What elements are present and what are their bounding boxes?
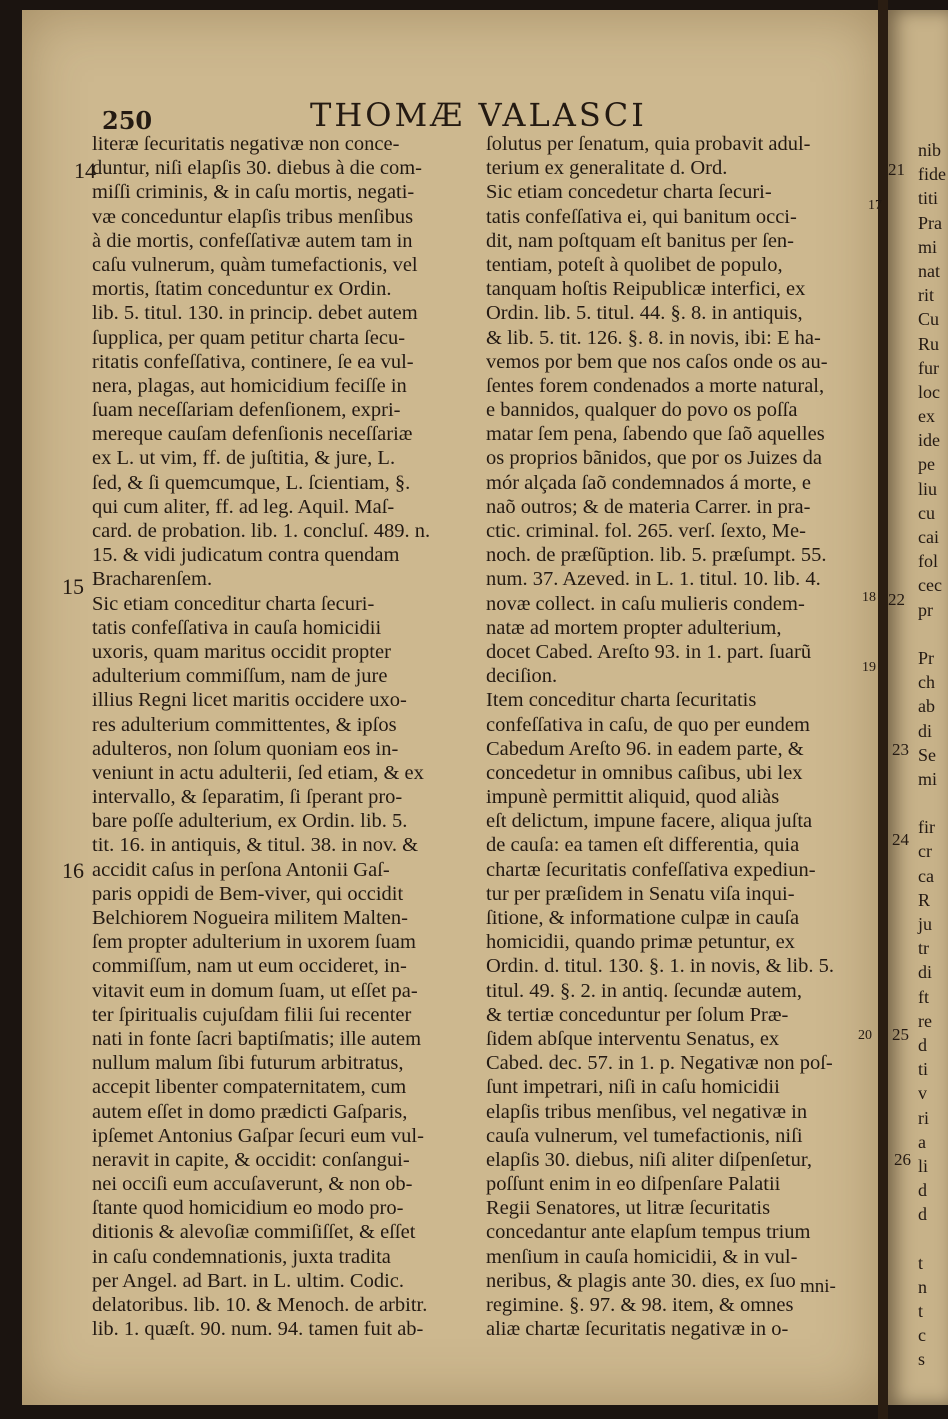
text-line: in caſu condemnationis, juxta tradita [92,1245,391,1268]
text-line [888,791,946,815]
text-line: tur per præſidem in Senatu viſa inqui- [486,882,795,905]
text-line [888,1226,946,1250]
page-number: 250 [102,106,153,135]
text-line: lib. 1. quæſt. 90. num. 94. tamen fuit ab- [92,1318,424,1341]
text-line: homicidii, quando primæ petuntur, ex [486,931,795,954]
text-line: & tertiæ conceduntur per ſolum Præ- [486,1003,789,1026]
text-line: ide [918,430,940,451]
text-line: ſuam neceſſariam defenſionem, expri- [92,399,401,422]
left-text-column [92,132,464,1341]
page-header [0,96,941,136]
text-line: commiſſum, nam ut eum occideret, in- [92,955,407,978]
margin-number: 15 [62,574,84,599]
text-line: card. de probation. lib. 1. concluſ. 489. n. [92,520,431,542]
text-line: 15. & vidi judicatum contra quendam [92,544,400,567]
facing-margin-number: 22 [888,590,905,609]
facing-margin-number: 25 [892,1025,909,1044]
text-line: titi [918,188,939,209]
text-line: rit [918,285,934,306]
right-text-column [486,132,868,1341]
text-line: Pr [918,647,935,668]
text-line: ſitione, & informatione culpæ in cauſa [486,907,800,929]
text-line: neravit in capite, & occidit: conſangui- [92,1148,410,1171]
text-line: illius Regni licet maritis occidere uxo- [92,689,407,712]
text-line: chartæ ſecuritatis confeſſativa expediun- [486,858,816,881]
text-line: tr [918,938,929,959]
text-line: os proprios bãnidos, que por os Juizes da [486,447,822,470]
text-line: v [918,1083,927,1104]
margin-number: 14 [74,158,96,183]
text-line: cr [918,841,932,862]
text-line: s [918,1349,926,1370]
text-line: mortis, ſtatim conceduntur ex Ordin. [92,278,392,301]
text-line: fol [918,551,938,572]
text-line: noch. de præſũption. lib. 5. præſumpt. 55. [486,544,827,567]
text-line: Ordin. d. titul. 130. §. 1. in novis, & lib. 5. [486,955,834,978]
margin-number: 20 [858,1028,872,1043]
facing-margin-number: 21 [888,160,905,179]
text-line: uxoris, quam maritus occidit propter [92,640,391,663]
text-line: deciſion. [486,665,558,688]
catchword: mni- [800,1276,836,1297]
text-line: impunè permittit aliquid, quod aliàs [486,786,780,809]
text-line: concedetur in omnibus caſibus, ubi lex [486,761,803,784]
text-line: & lib. 5. tit. 126. §. 8. in novis, ibi: E ha- [486,326,821,349]
text-line: pr [918,599,933,620]
text-line: literæ ſecuritatis negativæ non conce- [92,133,400,155]
text-line: ſtante quod homicidium eo modo pro- [92,1197,404,1220]
text-line: Ru [918,333,940,354]
text-line: eſt delictum, impune facere, aliqua juſta [486,810,813,833]
text-line: regimine. §. 97. & 98. item, & omnes [486,1294,794,1316]
text-line: fide [918,164,946,185]
text-line: nei occiſi eum accuſaverunt, & non ob- [92,1173,413,1196]
text-line: mi [918,768,938,789]
margin-number: 19 [862,660,876,675]
text-line: Ordin. lib. 5. titul. 44. §. 8. in antiquis, [486,302,803,325]
text-line: ab [918,696,935,717]
text-line: de cauſa: ea tamen eſt differentia, quia [486,834,800,857]
text-line: ſunt impetrari, niſi in caſu homicidii [486,1076,780,1099]
text-line: adulterium commiſſum, nam de jure [92,665,388,688]
text-line: terium ex generalitate d. Ord. [486,157,728,180]
text-line: ch [918,672,935,693]
text-line: accepit libenter compaternitatem, cum [92,1076,407,1099]
text-line: adulteros, non ſolum quoniam eos in- [92,737,399,760]
text-line: t [918,1301,924,1321]
margin-number: 18 [862,590,876,605]
text-line: lib. 5. titul. 130. in princip. debet autem [92,302,418,325]
text-line: Cabedum Areſto 96. in eadem parte, & [486,737,804,760]
text-line: ft [918,986,929,1007]
text-line: aliæ chartæ ſecuritatis negativæ in o- [486,1318,789,1341]
text-line: caſu vulnerum, quàm tumefactionis, vel [92,253,418,276]
text-line: Sic etiam concedetur charta ſecuri- [486,181,772,204]
text-line: novæ collect. in caſu mulieris condem- [486,592,805,615]
text-line: res adulterium committentes, & ipſos [92,713,397,736]
text-line: cauſa vulnerum, vel tumefactionis, niſi [486,1124,803,1147]
text-line: cec [918,575,942,596]
text-line: di [918,962,933,983]
text-line: dit, nam poſtquam eſt banitus per ſen- [486,229,795,252]
text-line: ſolutus per ſenatum, quia probavit adul- [486,133,811,155]
text-line: Bracharenſem. [92,568,213,591]
text-line: ca [918,865,934,886]
text-line: cu [918,502,935,523]
text-line: concedantur ante elapſum tempus trium [486,1221,811,1244]
text-line: ex L. ut vim, ff. de juſtitia, & jure, L. [92,447,396,470]
text-line: poſſunt enim in eo diſpenſare Palatii [486,1173,781,1196]
text-line: d [918,1204,927,1225]
text-line: nera, plagas, aut homicidium feciſſe in [92,374,407,397]
text-line: nullum malum ſibi futurum arbitratus, [92,1052,404,1075]
facing-margin-number: 26 [894,1150,911,1169]
text-line: tanquam hoſtis Reipublicæ interfici, ex [486,278,806,301]
text-line: li [918,1155,929,1176]
text-line: bare poſſe adulterium, ex Ordin. lib. 5. [92,810,408,833]
text-line [888,622,946,646]
text-line: mi [918,236,938,257]
text-line: Item conceditur charta ſecuritatis [486,689,757,712]
text-line: ctic. criminal. fol. 265. verſ. ſexto, Me- [486,520,806,542]
text-line: Regii Senatores, ut litræ ſecuritatis [486,1197,771,1220]
facing-margin-number: 24 [892,830,909,849]
text-line: R [918,889,931,910]
text-line: ritatis confeſſativa, continere, ſe ea vul- [92,350,414,373]
text-line: Pra [918,212,942,233]
text-line: vitavit eum in domum ſuam, ut eſſet pa- [92,979,418,1002]
facing-margin-number: 23 [892,740,909,759]
text-line: ju [918,914,933,934]
text-line: docet Cabed. Areſto 93. in 1. part. ſuarũ [486,640,812,663]
text-line: d [918,1180,927,1201]
text-line: duntur, niſi elapſis 30. diebus à die com- [92,157,422,180]
text-line: autem eſſet in domo prædicti Gaſparis, [92,1100,408,1123]
text-line: di [918,720,933,741]
text-line: ti [918,1059,929,1080]
text-line: neribus, & plagis ante 30. dies, ex ſuo [486,1269,796,1292]
text-line: tatis confeſſativa ei, qui banitum occi- [486,205,797,228]
text-line: c [918,1325,926,1346]
text-line: tit. 16. in antiquis, & titul. 38. in nov. & [92,834,419,857]
text-line: nib [918,140,942,160]
text-line: delatoribus. lib. 10. & Menoch. de arbitr. [92,1294,428,1316]
text-line: a [918,1131,926,1152]
text-line: elapſis 30. diebus, niſi aliter diſpenſetur, [486,1148,812,1171]
text-line: ſentes forem condenados a morte natural, [486,374,825,397]
text-line: num. 37. Azeved. in L. 1. titul. 10. lib. 4. [486,568,821,591]
text-line: nati in fonte ſacri baptiſmatis; ille autem [92,1027,422,1050]
text-line: ſidem abſque interventu Senatus, ex [486,1027,780,1050]
text-line: miſſi criminis, & in caſu mortis, negati- [92,181,415,204]
text-line: loc [918,381,940,402]
text-line: ſupplica, per quam petitur charta ſecu- [92,326,406,349]
text-line: Cabed. dec. 57. in 1. p. Negativæ non poſ- [486,1052,833,1075]
text-line: tatis confeſſativa in cauſa homicidii [92,616,382,639]
text-line: ſed, & ſi quemcumque, L. ſcientiam, §. [92,471,411,494]
text-line: ditionis & alevoſiæ commiſiſſet, & eſſet [92,1221,416,1244]
text-line: pe [918,454,935,475]
text-line: titul. 49. §. 2. in antiq. ſecundæ autem, [486,979,802,1002]
text-line: veniunt in actu adulterii, ſed etiam, & ex [92,761,424,784]
text-line: paris oppidi de Bem-viver, qui occidit [92,882,404,905]
text-line: per Angel. ad Bart. in L. ultim. Codic. [92,1269,405,1292]
text-line: cai [918,527,939,547]
text-line: fur [918,357,939,378]
text-line: nat [918,260,940,281]
text-line: vemos por bem que nos caſos onde os au- [486,350,828,373]
text-line: tentiam, poteſt à quolibet de populo, [486,253,783,276]
text-line: fir [918,817,935,838]
running-title: THOMÆ VALASCI [310,96,647,134]
text-line: ipſemet Antonius Gaſpar ſecuri eum vul- [92,1124,424,1147]
facing-page [888,10,948,1405]
text-line: naõ outros; & de materia Carrer. in pra- [486,495,811,518]
text-line: re [918,1010,932,1031]
text-line: Cu [918,309,940,330]
text-line: accidit caſus in perſona Antonii Gaſ- [92,858,390,881]
text-line: mór alçada ſaõ condemnados á morte, e [486,471,812,494]
text-line: liu [918,478,938,499]
text-line: ſem propter adulterium in uxorem ſuam [92,931,416,954]
text-line: væ conceduntur elapſis tribus menſibus [92,205,414,228]
text-line: mereque cauſam defenſionis neceſſariæ [92,423,413,446]
text-line: n [918,1276,927,1297]
text-line: matar ſem pena, ſabendo que ſaõ aquelles [486,423,825,446]
text-line: d [918,1034,927,1055]
text-line: elapſis tribus menſibus, vel negativæ in [486,1100,808,1123]
text-line: à die mortis, confeſſativæ autem tam in [92,229,413,252]
text-line: e bannidos, qualquer do povo os poſſa [486,399,798,422]
margin-number: 17 [868,198,882,213]
text-line: ri [918,1107,929,1128]
text-line: Sic etiam conceditur charta ſecuri- [92,592,375,615]
text-line: ter ſpiritualis cujuſdam filii ſui recenter [92,1003,412,1026]
text-line: Belchiorem Nogueira militem Malten- [92,907,408,929]
text-line: t [918,1252,924,1273]
text-line: natæ ad mortem propter adulterium, [486,616,782,639]
text-line: qui cum aliter, ff. ad leg. Aquil. Maſ- [92,495,395,518]
text-line: menſium in cauſa homicidii, & in vul- [486,1245,798,1268]
text-line: ex [918,406,935,427]
margin-number: 16 [62,858,84,883]
text-line: Se [918,744,936,765]
text-line: confeſſativa in caſu, de quo per eundem [486,713,810,736]
text-line: intervallo, & ſeparatim, ſi ſperant pro- [92,786,403,809]
